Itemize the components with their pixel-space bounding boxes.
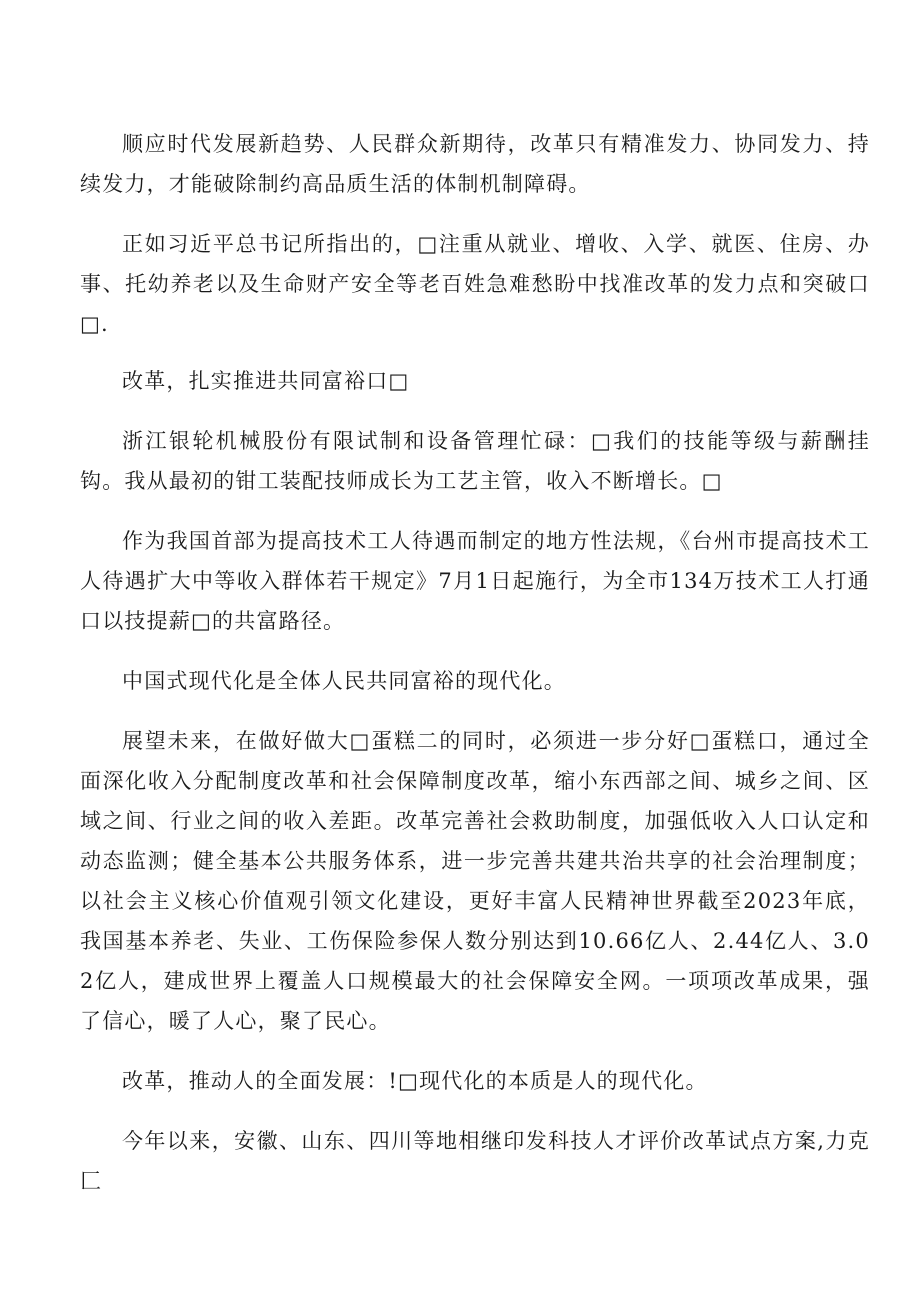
paragraph: 改革，推动人的全面发展：!□现代化的本质是人的现代化。 — [122, 1069, 708, 1093]
paragraph: 作为我国首部为提高技术工人待遇而制定的地方性法规，《台州市提高技术工人待遇扩大中等收入群体若干规定》7月1日起施行，为全市134万技术工人打通口以技提薪□的共富路径。 — [80, 529, 870, 633]
paragraph: 浙江银轮机械股份有限试制和设备管理忙碌：□我们的技能等级与薪酬挂钩。我从最初的钳工装配技师成长为工艺主管，收入不断增长。□ — [80, 429, 870, 493]
paragraph: 顺应时代发展新趋势、人民群众新期待，改革只有精准发力、协同发力、持续发力，才能破除制约高品质生活的体制机制障碍。 — [80, 132, 870, 196]
paragraph: 正如习近平总书记所指出的，□注重从就业、增收、入学、就医、住房、办事、托幼养老以及生命财产安全等老百姓急难愁盼中找准改革的发力点和突破口□. — [80, 232, 870, 336]
paragraph: 今年以来，安徽、山东、四川等地相继印发科技人才评价改革试点方案,力克匚 — [80, 1129, 870, 1193]
paragraph: 改革，扎实推进共同富裕口□ — [122, 369, 410, 393]
paragraph: 展望未来，在做好做大□蛋糕二的同时，必须进一步分好□蛋糕口，通过全面深化收入分配制度改革和社会保障制度改革，缩小东西部之间、城乡之间、区域之间、行业之间的收入差距。改革完善社会救助制度，加强低收入人口认定和动态监测；健全基本公共服务体系，进一步完善共建共治共享的社会治理制度；以社会主义核心价值观引领文化建设，更好丰富人民精神世界截至2023年底，我国基本养老、失业、工伤保险参保人数分别达到10.66亿人、2.44亿人、3.02亿人，建成世界上覆盖人口规模最大的社会保障安全网。一项项改革成果，强了信心，暖了人心，聚了民心。 — [80, 729, 870, 1033]
paragraph: 中国式现代化是全体人民共同富裕的现代化。 — [122, 669, 566, 693]
document-body — [80, 124, 870, 1221]
